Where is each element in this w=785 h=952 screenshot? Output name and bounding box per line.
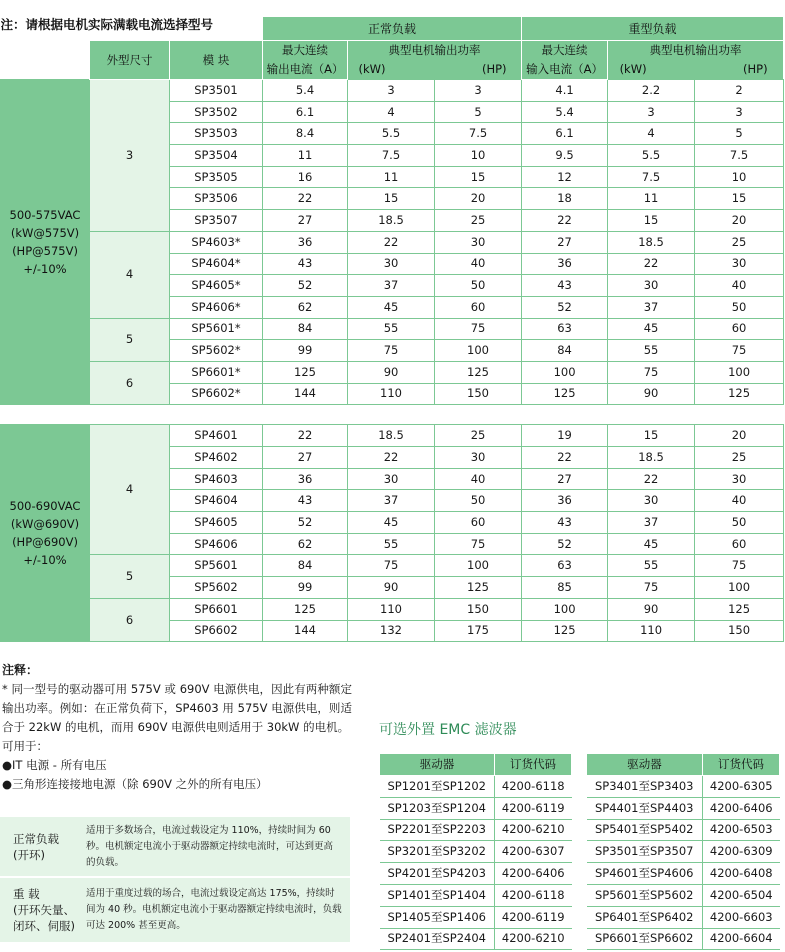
value-cell: 18.5 bbox=[348, 425, 435, 447]
value-cell: 10 bbox=[435, 145, 522, 167]
normal-kw-unit: (kW) bbox=[358, 62, 386, 76]
module-cell: SP3502 bbox=[170, 101, 263, 123]
emc-row bbox=[587, 797, 780, 819]
emc-code-cell: 4200-6119 bbox=[495, 797, 572, 819]
voltage-line: 500-575VAC bbox=[9, 208, 81, 223]
value-cell: 30 bbox=[695, 468, 784, 490]
group-separator bbox=[1, 405, 784, 425]
emc-drive-cell: SP1401至SP1404 bbox=[380, 884, 495, 906]
emc-row bbox=[380, 928, 572, 950]
value-cell: 50 bbox=[695, 512, 784, 534]
value-cell: 52 bbox=[522, 533, 608, 555]
value-cell: 75 bbox=[435, 318, 522, 340]
heavy-duty-header: 重型负载 bbox=[522, 17, 784, 41]
frame-size-cell: 5 bbox=[90, 318, 170, 361]
frame-size-cell: 4 bbox=[90, 231, 170, 318]
module-cell: SP6602* bbox=[170, 383, 263, 405]
value-cell: 37 bbox=[348, 490, 435, 512]
value-cell: 63 bbox=[522, 555, 608, 577]
table-row bbox=[1, 425, 784, 447]
value-cell: 30 bbox=[608, 490, 695, 512]
emc-code-cell: 4200-6118 bbox=[495, 884, 572, 906]
value-cell: 3 bbox=[695, 101, 784, 123]
normal-duty-header: 正常负载 bbox=[263, 17, 522, 41]
emc-row bbox=[587, 884, 780, 906]
emc-drive-cell: SP5401至SP5402 bbox=[587, 819, 703, 841]
max-output-current-header: 最大连续 输出电流（A） bbox=[263, 41, 348, 80]
emc-row bbox=[380, 819, 572, 841]
value-cell: 36 bbox=[522, 490, 608, 512]
value-cell: 15 bbox=[608, 425, 695, 447]
value-cell: 11 bbox=[348, 166, 435, 188]
module-cell: SP3501 bbox=[170, 80, 263, 102]
emc-code-cell: 4200-6210 bbox=[495, 819, 572, 841]
value-cell: 25 bbox=[435, 425, 522, 447]
module-cell: SP5601* bbox=[170, 318, 263, 340]
value-cell: 43 bbox=[263, 490, 348, 512]
module-cell: SP3505 bbox=[170, 166, 263, 188]
value-cell: 110 bbox=[608, 620, 695, 642]
value-cell: 16 bbox=[263, 166, 348, 188]
emc-row bbox=[587, 928, 780, 950]
module-cell: SP6602 bbox=[170, 620, 263, 642]
value-cell: 8.4 bbox=[263, 123, 348, 145]
value-cell: 40 bbox=[435, 253, 522, 275]
value-cell: 2 bbox=[695, 80, 784, 102]
emc-code-cell: 4200-6307 bbox=[495, 841, 572, 863]
value-cell: 100 bbox=[435, 555, 522, 577]
module-cell: SP4605 bbox=[170, 512, 263, 534]
value-cell: 55 bbox=[348, 533, 435, 555]
emc-drive-cell: SP4201至SP4203 bbox=[380, 863, 495, 885]
table-row bbox=[1, 555, 784, 577]
value-cell: 84 bbox=[263, 318, 348, 340]
value-cell: 7.5 bbox=[695, 145, 784, 167]
value-cell: 3 bbox=[608, 101, 695, 123]
value-cell: 11 bbox=[263, 145, 348, 167]
emc-row bbox=[380, 841, 572, 863]
value-cell: 125 bbox=[435, 577, 522, 599]
value-cell: 7.5 bbox=[608, 166, 695, 188]
emc-row bbox=[587, 819, 780, 841]
value-cell: 75 bbox=[695, 555, 784, 577]
emc-right-drive-header: 驱动器 bbox=[587, 754, 703, 776]
emc-left-code-header: 订货代码 bbox=[495, 754, 572, 776]
value-cell: 75 bbox=[348, 340, 435, 362]
value-cell: 7.5 bbox=[348, 145, 435, 167]
emc-drive-cell: SP1201至SP1202 bbox=[380, 776, 495, 798]
emc-code-cell: 4200-6504 bbox=[703, 884, 780, 906]
value-cell: 100 bbox=[695, 361, 784, 383]
value-cell: 125 bbox=[263, 598, 348, 620]
value-cell: 18.5 bbox=[608, 231, 695, 253]
module-cell: SP3506 bbox=[170, 188, 263, 210]
emc-drive-cell: SP1203至SP1204 bbox=[380, 797, 495, 819]
value-cell: 37 bbox=[348, 275, 435, 297]
value-cell: 12 bbox=[522, 166, 608, 188]
value-cell: 15 bbox=[695, 188, 784, 210]
value-cell: 5 bbox=[435, 101, 522, 123]
emc-code-cell: 4200-6603 bbox=[703, 906, 780, 928]
value-cell: 36 bbox=[522, 253, 608, 275]
value-cell: 55 bbox=[608, 555, 695, 577]
value-cell: 20 bbox=[695, 210, 784, 232]
value-cell: 30 bbox=[608, 275, 695, 297]
value-cell: 22 bbox=[263, 188, 348, 210]
value-cell: 50 bbox=[435, 275, 522, 297]
value-cell: 110 bbox=[348, 383, 435, 405]
emc-drive-cell: SP3401至SP3403 bbox=[587, 776, 703, 798]
emc-code-cell: 4200-6305 bbox=[703, 776, 780, 798]
emc-code-cell: 4200-6309 bbox=[703, 841, 780, 863]
voltage-line: (HP@690V) bbox=[12, 535, 78, 550]
value-cell: 45 bbox=[608, 318, 695, 340]
module-cell: SP4604 bbox=[170, 490, 263, 512]
emc-row bbox=[380, 906, 572, 928]
voltage-line: (HP@575V) bbox=[12, 244, 78, 259]
value-cell: 62 bbox=[263, 533, 348, 555]
value-cell: 18 bbox=[522, 188, 608, 210]
value-cell: 84 bbox=[522, 340, 608, 362]
module-cell: SP5602 bbox=[170, 577, 263, 599]
frame-size-cell: 6 bbox=[90, 361, 170, 404]
normal-typical-power-header: 典型电机输出功率 (kW) (HP) bbox=[348, 41, 522, 80]
voltage-line: (kW@575V) bbox=[10, 226, 80, 241]
value-cell: 144 bbox=[263, 620, 348, 642]
value-cell: 22 bbox=[522, 210, 608, 232]
module-cell: SP4602 bbox=[170, 447, 263, 469]
heavy-kw-unit: (kW) bbox=[619, 62, 647, 76]
frame-size-cell: 3 bbox=[90, 80, 170, 232]
table-row bbox=[1, 318, 784, 340]
value-cell: 22 bbox=[522, 447, 608, 469]
table-note: 注：请根据电机实际满载电流选择型号 bbox=[1, 17, 263, 41]
voltage-line: 500-690VAC bbox=[9, 499, 81, 514]
value-cell: 60 bbox=[435, 296, 522, 318]
module-cell: SP5602* bbox=[170, 340, 263, 362]
value-cell: 3 bbox=[348, 80, 435, 102]
emc-drive-cell: SP4601至SP4606 bbox=[587, 863, 703, 885]
value-cell: 27 bbox=[263, 210, 348, 232]
value-cell: 84 bbox=[263, 555, 348, 577]
emc-row bbox=[587, 841, 780, 863]
value-cell: 100 bbox=[435, 340, 522, 362]
frame-size-cell: 6 bbox=[90, 598, 170, 641]
frame-size-cell: 5 bbox=[90, 555, 170, 598]
duty-label-normal: 正常负载 (开环) bbox=[0, 817, 86, 877]
value-cell: 175 bbox=[435, 620, 522, 642]
value-cell: 22 bbox=[348, 447, 435, 469]
value-cell: 9.5 bbox=[522, 145, 608, 167]
emc-code-cell: 4200-6406 bbox=[495, 863, 572, 885]
notes-section bbox=[2, 661, 352, 794]
voltage-cell bbox=[1, 80, 90, 405]
value-cell: 150 bbox=[435, 383, 522, 405]
voltage-line: (kW@690V) bbox=[10, 517, 80, 532]
module-cell: SP4603 bbox=[170, 468, 263, 490]
value-cell: 60 bbox=[435, 512, 522, 534]
value-cell: 90 bbox=[348, 361, 435, 383]
emc-row bbox=[380, 884, 572, 906]
value-cell: 100 bbox=[522, 598, 608, 620]
value-cell: 90 bbox=[608, 598, 695, 620]
value-cell: 43 bbox=[522, 275, 608, 297]
emc-row bbox=[587, 906, 780, 928]
emc-code-cell: 4200-6406 bbox=[703, 797, 780, 819]
emc-drive-cell: SP4401至SP4403 bbox=[587, 797, 703, 819]
heavy-typical-power-header: 典型电机输出功率 (kW) (HP) bbox=[608, 41, 784, 80]
value-cell: 5.5 bbox=[348, 123, 435, 145]
value-cell: 75 bbox=[695, 340, 784, 362]
value-cell: 30 bbox=[348, 253, 435, 275]
value-cell: 30 bbox=[435, 231, 522, 253]
value-cell: 45 bbox=[608, 533, 695, 555]
module-cell: SP4601 bbox=[170, 425, 263, 447]
value-cell: 40 bbox=[695, 490, 784, 512]
module-cell: SP4606 bbox=[170, 533, 263, 555]
value-cell: 30 bbox=[435, 447, 522, 469]
value-cell: 50 bbox=[435, 490, 522, 512]
emc-drive-cell: SP2201至SP2203 bbox=[380, 819, 495, 841]
value-cell: 5.5 bbox=[608, 145, 695, 167]
value-cell: 18.5 bbox=[348, 210, 435, 232]
value-cell: 150 bbox=[435, 598, 522, 620]
emc-code-cell: 4200-6119 bbox=[495, 906, 572, 928]
emc-drive-cell: SP6401至SP6402 bbox=[587, 906, 703, 928]
value-cell: 27 bbox=[522, 231, 608, 253]
value-cell: 4 bbox=[348, 101, 435, 123]
value-cell: 7.5 bbox=[435, 123, 522, 145]
value-cell: 63 bbox=[522, 318, 608, 340]
value-cell: 6.1 bbox=[263, 101, 348, 123]
value-cell: 125 bbox=[263, 361, 348, 383]
emc-drive-cell: SP5601至SP5602 bbox=[587, 884, 703, 906]
duty-desc-normal: 适用于多数场合，电流过载设定为 110%，持续时间为 60 秒。电机额定电流小于驱动器额定持续电流时，可达到更高的负载。 bbox=[86, 817, 350, 877]
emc-code-cell: 4200-6118 bbox=[495, 776, 572, 798]
value-cell: 100 bbox=[695, 577, 784, 599]
value-cell: 144 bbox=[263, 383, 348, 405]
value-cell: 25 bbox=[435, 210, 522, 232]
notes-paragraph: * 同一型号的驱动器可用 575V 或 690V 电源供电，因此有两种额定输出功率。例如：在正常负荷下，SP4603 用 575V 电源供电，则适合于 22kW 的电机，而用 690V 电源供电则适用于 30kW 的电机。 bbox=[2, 682, 352, 734]
normal-hp-unit: (HP) bbox=[481, 62, 507, 76]
value-cell: 37 bbox=[608, 296, 695, 318]
value-cell: 4.1 bbox=[522, 80, 608, 102]
module-cell: SP3503 bbox=[170, 123, 263, 145]
table-row bbox=[1, 598, 784, 620]
emc-drive-cell: SP1405至SP1406 bbox=[380, 906, 495, 928]
emc-code-cell: 4200-6604 bbox=[703, 928, 780, 950]
value-cell: 62 bbox=[263, 296, 348, 318]
emc-row bbox=[380, 776, 572, 798]
value-cell: 20 bbox=[435, 188, 522, 210]
value-cell: 43 bbox=[522, 512, 608, 534]
value-cell: 36 bbox=[263, 231, 348, 253]
emc-row bbox=[587, 863, 780, 885]
value-cell: 90 bbox=[608, 383, 695, 405]
value-cell: 45 bbox=[348, 296, 435, 318]
emc-table-right bbox=[586, 753, 780, 950]
value-cell: 5.4 bbox=[263, 80, 348, 102]
value-cell: 5.4 bbox=[522, 101, 608, 123]
value-cell: 125 bbox=[695, 383, 784, 405]
value-cell: 99 bbox=[263, 340, 348, 362]
table-row bbox=[1, 361, 784, 383]
module-cell: SP6601* bbox=[170, 361, 263, 383]
value-cell: 150 bbox=[695, 620, 784, 642]
module-cell: SP3504 bbox=[170, 145, 263, 167]
duty-label-heavy: 重 载 (开环矢量、 闭环、伺服) bbox=[0, 877, 86, 943]
module-cell: SP6601 bbox=[170, 598, 263, 620]
value-cell: 90 bbox=[348, 577, 435, 599]
applicable-label: 可用于： bbox=[2, 739, 48, 753]
value-cell: 15 bbox=[435, 166, 522, 188]
table-row bbox=[1, 231, 784, 253]
emc-row bbox=[587, 776, 780, 798]
value-cell: 15 bbox=[348, 188, 435, 210]
duty-desc-heavy: 适用于重度过载的场合，电流过载设定高达 175%，持续时间为 40 秒。电机额定电流小于驱动器额定持续电流时，负载可达 200% 甚至更高。 bbox=[86, 877, 350, 943]
drive-rating-body bbox=[1, 80, 784, 642]
emc-table-left bbox=[379, 753, 572, 950]
value-cell: 85 bbox=[522, 577, 608, 599]
max-input-current-header: 最大连续 输入电流（A） bbox=[522, 41, 608, 80]
value-cell: 22 bbox=[348, 231, 435, 253]
value-cell: 22 bbox=[608, 468, 695, 490]
value-cell: 110 bbox=[348, 598, 435, 620]
value-cell: 75 bbox=[435, 533, 522, 555]
value-cell: 25 bbox=[695, 447, 784, 469]
duty-row-heavy bbox=[0, 877, 350, 943]
voltage-line: +/-10% bbox=[23, 553, 67, 568]
value-cell: 3 bbox=[435, 80, 522, 102]
frame-size-cell: 4 bbox=[90, 425, 170, 555]
value-cell: 40 bbox=[435, 468, 522, 490]
module-cell: SP4606* bbox=[170, 296, 263, 318]
module-cell: SP4604* bbox=[170, 253, 263, 275]
emc-filter-title: 可选外置 EMC 滤波器 bbox=[379, 722, 517, 738]
emc-drive-cell: SP3501至SP3507 bbox=[587, 841, 703, 863]
emc-code-cell: 4200-6408 bbox=[703, 863, 780, 885]
module-header: 模 块 bbox=[170, 41, 263, 80]
emc-row bbox=[380, 863, 572, 885]
emc-left-drive-header: 驱动器 bbox=[380, 754, 495, 776]
value-cell: 55 bbox=[608, 340, 695, 362]
emc-code-cell: 4200-6210 bbox=[495, 928, 572, 950]
value-cell: 125 bbox=[435, 361, 522, 383]
value-cell: 6.1 bbox=[522, 123, 608, 145]
value-cell: 125 bbox=[522, 620, 608, 642]
value-cell: 10 bbox=[695, 166, 784, 188]
value-cell: 37 bbox=[608, 512, 695, 534]
value-cell: 19 bbox=[522, 425, 608, 447]
value-cell: 99 bbox=[263, 577, 348, 599]
drive-rating-table bbox=[0, 16, 784, 642]
value-cell: 27 bbox=[263, 447, 348, 469]
emc-drive-cell: SP3201至SP3202 bbox=[380, 841, 495, 863]
value-cell: 25 bbox=[695, 231, 784, 253]
voltage-cell bbox=[1, 425, 90, 642]
value-cell: 60 bbox=[695, 318, 784, 340]
value-cell: 30 bbox=[348, 468, 435, 490]
value-cell: 75 bbox=[608, 361, 695, 383]
value-cell: 22 bbox=[608, 253, 695, 275]
value-cell: 60 bbox=[695, 533, 784, 555]
module-cell: SP3507 bbox=[170, 210, 263, 232]
table-row bbox=[1, 80, 784, 102]
value-cell: 2.2 bbox=[608, 80, 695, 102]
value-cell: 125 bbox=[695, 598, 784, 620]
module-cell: SP5601 bbox=[170, 555, 263, 577]
voltage-line: +/-10% bbox=[23, 262, 67, 277]
value-cell: 52 bbox=[522, 296, 608, 318]
emc-drive-cell: SP2401至SP2404 bbox=[380, 928, 495, 950]
module-cell: SP4603* bbox=[170, 231, 263, 253]
applicable-bullet-it: ●IT 电源 - 所有电压 bbox=[2, 758, 107, 772]
value-cell: 15 bbox=[608, 210, 695, 232]
value-cell: 5 bbox=[695, 123, 784, 145]
emc-right-code-header: 订货代码 bbox=[703, 754, 780, 776]
value-cell: 125 bbox=[522, 383, 608, 405]
emc-drive-cell: SP6601至SP6602 bbox=[587, 928, 703, 950]
value-cell: 75 bbox=[348, 555, 435, 577]
value-cell: 132 bbox=[348, 620, 435, 642]
value-cell: 11 bbox=[608, 188, 695, 210]
duty-definition-table bbox=[0, 817, 350, 944]
value-cell: 20 bbox=[695, 425, 784, 447]
duty-row-normal bbox=[0, 817, 350, 877]
emc-code-cell: 4200-6503 bbox=[703, 819, 780, 841]
value-cell: 4 bbox=[608, 123, 695, 145]
emc-row bbox=[380, 797, 572, 819]
module-cell: SP4605* bbox=[170, 275, 263, 297]
value-cell: 43 bbox=[263, 253, 348, 275]
value-cell: 52 bbox=[263, 512, 348, 534]
value-cell: 36 bbox=[263, 468, 348, 490]
value-cell: 30 bbox=[695, 253, 784, 275]
value-cell: 52 bbox=[263, 275, 348, 297]
value-cell: 75 bbox=[608, 577, 695, 599]
notes-title: 注释： bbox=[2, 663, 39, 677]
value-cell: 22 bbox=[263, 425, 348, 447]
value-cell: 40 bbox=[695, 275, 784, 297]
frame-size-header: 外型尺寸 bbox=[90, 41, 170, 80]
value-cell: 27 bbox=[522, 468, 608, 490]
value-cell: 45 bbox=[348, 512, 435, 534]
applicable-bullet-delta: ●三角形连接接地电源（除 690V 之外的所有电压） bbox=[2, 777, 268, 791]
value-cell: 100 bbox=[522, 361, 608, 383]
value-cell: 50 bbox=[695, 296, 784, 318]
value-cell: 55 bbox=[348, 318, 435, 340]
value-cell: 18.5 bbox=[608, 447, 695, 469]
heavy-hp-unit: (HP) bbox=[743, 62, 768, 76]
